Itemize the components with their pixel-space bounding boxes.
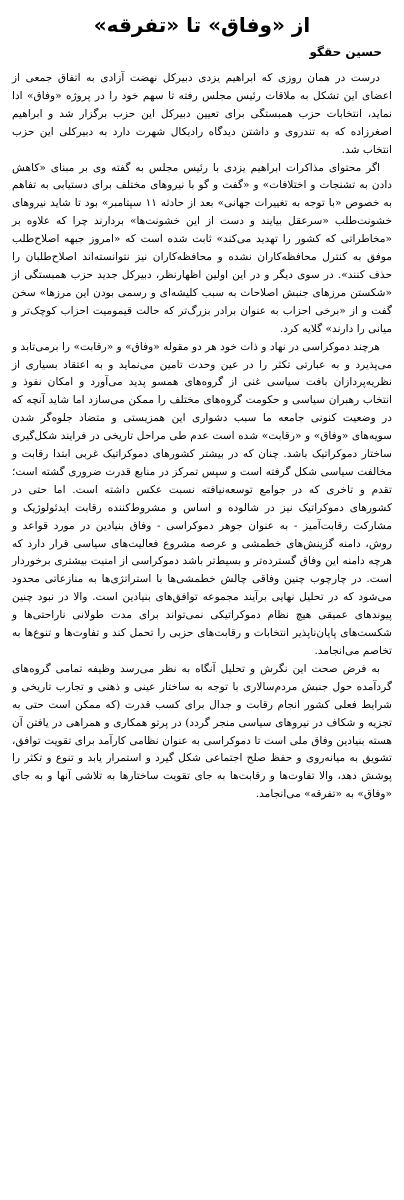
article-paragraph: هرچند دموکراسی در نهاد و ذات خود هر دو مقوله «وفاق» و «رقابت» را برمی‌تابد و می‌پذیرد و به عبارتی تکثر را در عین وحدت تامین می‌نماید و به اعتقاد بسیاری از نظریه‌پردازان بافت سیاسی غنی از گروه‌های همسو پدید می‌آورد و امکان نفوذ و انتخاب رهبران سیاسی و حکومت گروه‌های مختلف را ممکن می‌سازد اما شاید آنچه که در وضعیت کنونی جامعه ما سبب دشواری این همزیستی و متضاد جلوه‌گر شدن سویه‌های «وفاق» و «رقابت» شده است عدم طی مراحل تاریخی در فرایند شکل‌گیری ساختار دموکراتیک باشد. چنان که در بیشتر کشورهای دموکراتیک غربی ابتدا رقابت و مخالفت سیاسی شکل گرفته است و سپس تمرکز در منابع قدرت ضروری گشته است؛ تقدم و تاخری که در جوامع توسعه‌نیافته نسبت عکس داشته است. اما حتی در کشورهای دموکراتیک نیز در شالوده و اساس و مشروط‌کننده رقابت ایدئولوژیک و مشارکت رقابت‌آمیز - به عنوان جوهر دموکراسی - وفاق بنیادین در مورد قواعد و روش، دامنه گزینش‌های خطمشی و عرصه مشروع فعالیت‌های سیاسی قرار دارد که هرچه دامنه این وفاق گسترده‌تر و بسیط‌تر باشد دموکراسی از امنیت بیشتری برخوردار است. در چارچوب چنین وفاقی چالش خطمشی‌ها با استراتژی‌ها به منازعاتی محدود می‌شود که در تحلیل نهایی برآیند مجموعه توافق‌های بنیادین است. والا در نبود چنین پیوندهای عمیقی هیچ نظام دموکراتیکی نمی‌تواند برای مدت طولانی ناراحتی‌ها و شکست‌های پایان‌ناپذیر انتخابات و رقابت‌های حزبی را تحمل کند و تفاوت‌ها و تنوع‌ها به تخاصم می‌انجامد.: [12, 340, 392, 657]
article-paragraph: اگر محتوای مذاکرات ابراهیم یزدی با رئیس مجلس به گفته وی بر مبنای «کاهش دادن به تشنجات و اختلافات» و «گفت و گو با نیروهای مختلف برای دستیابی به تفاهم به خصوص «با توجه به تغییرات جهانی» بعد از حادثه ۱۱ سپتامبر» بود تا شاید نیروهای خشونت‌طلب «سرعقل بیایند و دست از این خشونت‌ها» بردارند چرا که علاوه بر «مخاطراتی که کشور را تهدید می‌کند» ثابت شده است که «امروز جبهه اصلاح‌طلب موفق به کنترل محافظه‌کاران نشده و محافظه‌کاران نیز نتوانسته‌اند اصلاح‌طلبان را حذف کنند». در سوی دیگر و در این اولین اظهارنظر، دبیرکل جدید حزب همبستگی از «شکستن مرزهای جنبش اصلاحات به سبب کلیشه‌ای و رسمی بودن این مرزها» سخن گفت و از «برخی احزاب به عنوان برادر بزرگ‌تر که حالت قیمومیت احزاب کوچک‌تر و میانی را دارند» گلایه کرد.: [12, 161, 392, 335]
article-title: از «وفاق» تا «تفرقه»: [93, 13, 311, 37]
article-author: حسین حقگو: [309, 45, 382, 59]
article-body: [12, 70, 392, 804]
article-paragraph: درست در همان روزی که ابراهیم یزدی دبیرکل نهضت آزادی به اتفاق جمعی از اعضای این تشکل به ملاقات رئیس مجلس رفته تا سهم خود را در پروژه «وفاق» ادا نماید، انتخابات حزب همبستگی برای تعیین دبیرکل این حزب برگزار شد و ابراهیم اصغرزاده که به تندروی و داشتن دیدگاه رادیکال شهرت دارد به دبیرکلی این حزب انتخاب شد.: [12, 72, 392, 156]
article-paragraph: به فرض صحت این نگرش و تحلیل آنگاه به نظر می‌رسد وظیفه تمامی گروه‌های گردآمده حول جنبش مردم‌سالاری با توجه به ساختار عینی و ذهنی و تجارب تاریخی و شرایط فعلی کشور انجام رقابت و جدال برای کسب قدرت (که ممکن است حتی به تجزیه و شکاف در نیروهای سیاسی منجر گردد) در پرتو همکاری و همراهی در یافتن آن هسته بنیادین وفاق ملی است تا دموکراسی به عنوان نظامی کارآمد برای تقویت توافق، تشویق به میانه‌روی و حفظ صلح اجتماعی شکل گیرد و استمرار یابد و تنوع و تکثر را پوشش دهد، والا تفاوت‌ها و رقابت‌ها به جای تقویت ساختارها به تلاشی آنها و به جای «وفاق» به «تفرقه» می‌انجامد.: [12, 662, 392, 801]
